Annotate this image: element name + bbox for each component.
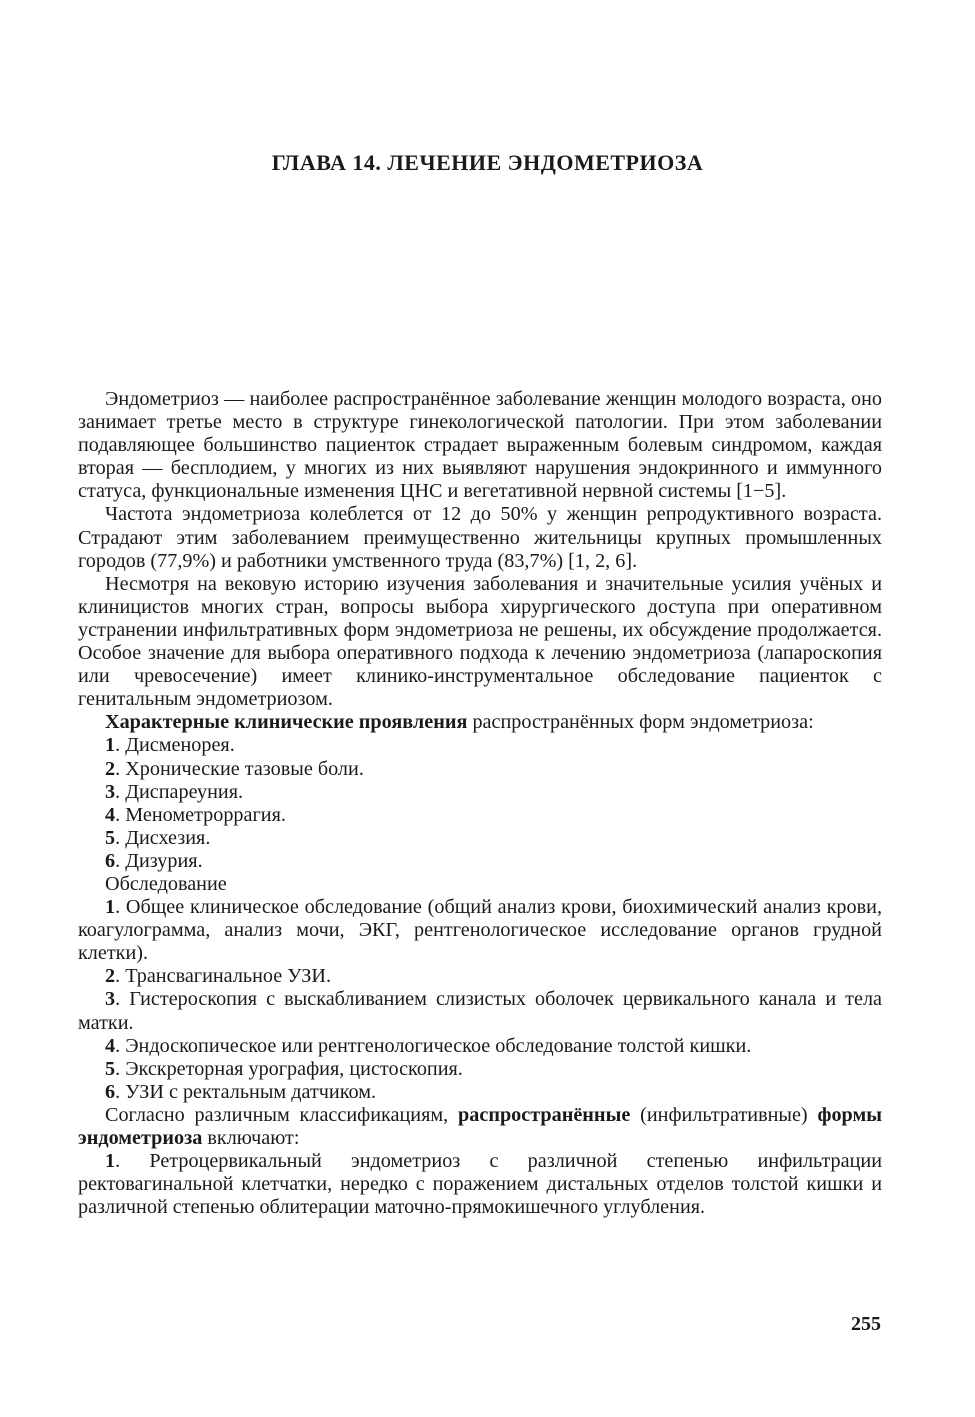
symptom-item-4 <box>78 804 882 827</box>
symptom-item-1 <box>78 734 882 757</box>
symptom-item-5 <box>78 827 882 850</box>
chapter-body <box>78 388 882 1219</box>
symptom-item-2 <box>78 758 882 781</box>
symptoms-lead-rest: распространённых форм эндометриоза: <box>467 711 814 734</box>
intro-paragraph-3: Несмотря на вековую историю изучения заболевания и значительные усилия учёных и клиницистов многих стран, вопросы выбора хирургического доступа при оперативном устранении инфильтративных форм эндометриоза не решены, их обсуждение продолжается. Особое значение для выбора оперативного подхода к лечению эндометриоза (лапароскопия или чревосечение) имеет клинико-инструментальное обследование пациенток с генитальным эндометриозом. <box>78 572 882 711</box>
symptom-num-3: 3 <box>105 780 116 803</box>
exam-text-4: . Эндоскопическое или рентгенологическое обследование толстой кишки. <box>115 1034 752 1057</box>
symptom-num-1: 1 <box>105 734 116 757</box>
exam-item-6 <box>78 1081 882 1104</box>
forms-text-1: Согласно различным классификациям, <box>105 1103 459 1126</box>
page-number: 255 <box>851 1313 881 1335</box>
forms-text-2: (инфильтративные) <box>630 1103 818 1126</box>
symptoms-lead <box>78 711 882 734</box>
exam-num-2: 2 <box>105 965 116 988</box>
symptom-num-6: 6 <box>105 849 116 872</box>
symptom-text-3: . Диспареуния. <box>115 780 244 803</box>
symptom-text-1: . Дисменорея. <box>115 734 235 757</box>
forms-item-text-1: . Ретроцервикальный эндометриоз с различной степенью инфильтрации ректовагинальной клетчатки, нередко с поражением дистальных отделов толстой кишки и различной степенью облитерации маточно-прямокишечного углубления. <box>78 1150 882 1219</box>
symptom-text-4: . Менометроррагия. <box>115 803 286 826</box>
chapter-title: ГЛАВА 14. ЛЕЧЕНИЕ ЭНДОМЕТРИОЗА <box>271 150 704 175</box>
intro-paragraph-1: Эндометриоз — наиболее распространённое заболевание женщин молодого возраста, оно занимает третье место в структуре гинекологической патологии. При этом заболевании подавляющее большинство пациенток страдает выраженным болевым синдромом, каждая вторая — бесплодием, у многих из них выявляют нарушения эндокринного и иммунного статуса, функциональные изменения ЦНС и вегетативной нервной системы [1−5]. <box>78 388 882 503</box>
symptom-item-3 <box>78 781 882 804</box>
exam-num-5: 5 <box>105 1057 116 1080</box>
exam-heading: Обследование <box>105 872 227 895</box>
exam-text-3: . Гистероскопия с выскабливанием слизистых оболочек цервикального канала и тела матки. <box>78 988 882 1034</box>
intro-paragraph-2: Частота эндометриоза колеблется от 12 до 50% у женщин репродуктивного возраста. Страдают этим заболеванием преимущественно жительницы крупных промышленных городов (77,9%) и работники умственного труда (83,7%) [1, 2, 6]. <box>78 503 882 572</box>
symptom-num-5: 5 <box>105 826 116 849</box>
forms-text-3: включают: <box>202 1127 300 1149</box>
exam-item-3 <box>78 988 882 1034</box>
symptom-num-4: 4 <box>105 803 116 826</box>
forms-item-num-1: 1 <box>105 1150 116 1173</box>
symptom-text-2: . Хронические тазовые боли. <box>115 757 364 780</box>
exam-num-6: 6 <box>105 1080 116 1103</box>
symptom-text-6: . Дизурия. <box>115 849 203 872</box>
symptom-text-5: . Дисхезия. <box>115 826 211 849</box>
symptom-item-6 <box>78 850 882 873</box>
forms-item-1 <box>78 1150 882 1219</box>
exam-text-6: . УЗИ с ректальным датчиком. <box>115 1080 377 1103</box>
symptoms-lead-bold: Характерные клинические проявления <box>105 711 468 734</box>
forms-bold-1: распространённые <box>458 1103 631 1126</box>
exam-item-2 <box>78 965 882 988</box>
exam-item-1 <box>78 896 882 965</box>
exam-item-4 <box>78 1035 882 1058</box>
forms-lead <box>78 1104 882 1150</box>
exam-item-5 <box>78 1058 882 1081</box>
exam-text-1: . Общее клиническое обследование (общий анализ крови, биохимический анализ крови, коагулограмма, анализ мочи, ЭКГ, рентгенологическое исследование органов грудной клетки). <box>78 896 882 965</box>
exam-num-3: 3 <box>105 988 116 1011</box>
symptom-num-2: 2 <box>105 757 116 780</box>
exam-text-5: . Экскреторная урография, цистоскопия. <box>115 1057 463 1080</box>
forms-bold-2: формы эндометриоза <box>78 1103 882 1149</box>
exam-num-4: 4 <box>105 1034 116 1057</box>
exam-text-2: . Трансвагинальное УЗИ. <box>115 965 332 988</box>
exam-num-1: 1 <box>105 896 116 919</box>
